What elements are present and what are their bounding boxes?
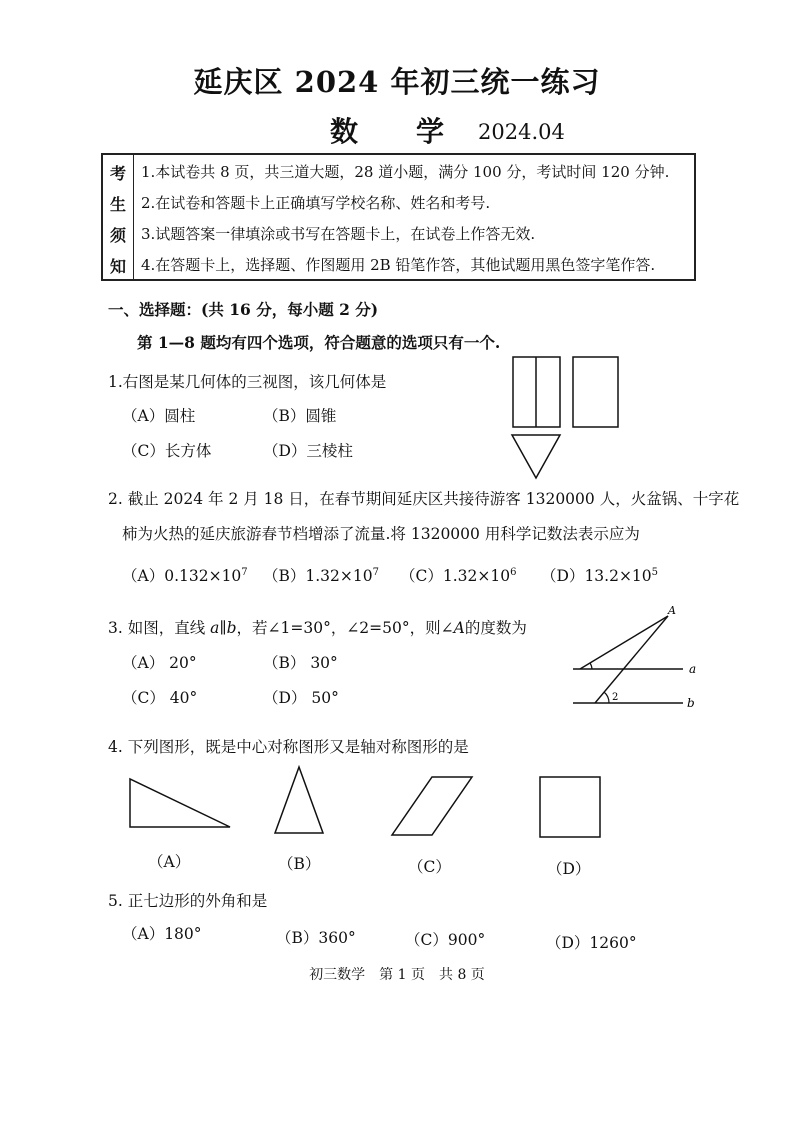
three-view-figure [505, 355, 625, 485]
question-5-stem: 5. 正七边形的外角和是 [108, 892, 268, 910]
notice-item: 3.试题答案一律填涂或书写在答题卡上，在试卷上作答无效. [141, 225, 536, 243]
q3-stem-text: 3. 如图，直线 [108, 619, 206, 637]
option-value: 13.2×10 [584, 567, 652, 585]
q3-var-b: b [226, 619, 237, 637]
q3-var-a: a [210, 619, 220, 637]
shape-a-right-triangle [130, 779, 230, 827]
q5-option-b: （B）360° [276, 929, 356, 947]
q4-label-b: （B） [278, 855, 321, 873]
question-3-stem [108, 616, 527, 638]
notice-label-char: 知 [109, 257, 126, 276]
q2-option-c [400, 564, 516, 586]
section-heading: 一、选择题：(共 16 分，每小题 2 分) [108, 300, 379, 319]
q4-shapes-figure [120, 765, 630, 840]
q5-option-d: （D）1260° [546, 934, 637, 952]
q1-option-d: （D）三棱柱 [263, 442, 353, 460]
notice-item: 4.在答题卡上，选择题、作图题用 2B 铅笔作答，其他试题用黑色签字笔作答. [141, 256, 656, 274]
notice-label-char: 须 [109, 226, 126, 245]
option-value: 1.32×10 [442, 567, 511, 585]
angle-2-arc [604, 692, 609, 703]
option-exponent: 6 [510, 566, 517, 578]
q3-option-d: （D） 50° [263, 689, 339, 707]
option-value: 0.132×10 [164, 567, 242, 585]
shape-c-parallelogram [392, 777, 472, 835]
subject-char-1: 数 [330, 115, 359, 148]
option-label: （D） [541, 567, 585, 585]
q3-stem-text: 的度数为 [464, 619, 527, 637]
option-exponent: 7 [372, 566, 379, 578]
question-2-line-2: 柿为火热的延庆旅游春节档增添了流量.将 1320000 用科学记数法表示应为 [122, 525, 640, 543]
q3-option-b: （B） 30° [263, 654, 338, 672]
line-b-label: b [687, 696, 695, 710]
q1-option-a: （A）圆柱 [122, 407, 196, 425]
q4-label-a: （A） [148, 853, 191, 871]
side-view [573, 357, 618, 427]
option-value: 1.32×10 [305, 567, 373, 585]
option-label: （B） [263, 567, 306, 585]
exam-notice-box [101, 153, 696, 281]
q2-option-a [122, 564, 248, 586]
q2-option-d [541, 564, 658, 586]
notice-label-char: 生 [109, 195, 126, 214]
shape-d-square [540, 777, 600, 837]
subject-char-2: 学 [416, 115, 445, 148]
transversal-2 [595, 616, 668, 703]
option-label: （A） [122, 567, 165, 585]
q2-option-b [263, 564, 379, 586]
transversal-1 [580, 616, 668, 669]
notice-label-column [103, 155, 134, 279]
q3-var-angle: A [453, 619, 465, 637]
q1-option-c: （C）长方体 [122, 442, 212, 460]
section-instruction: 第 1—8 题均有四个选项，符合题意的选项只有一个. [137, 333, 501, 352]
q5-option-a: （A）180° [122, 925, 202, 943]
option-exponent: 5 [651, 566, 659, 578]
shape-b-isosceles-triangle [275, 767, 323, 833]
point-a-label: A [668, 604, 676, 617]
q4-label-c: （C） [408, 858, 451, 876]
line-a-label: a [689, 662, 697, 676]
q3-option-a: （A） 20° [122, 654, 197, 672]
option-label: （C） [400, 567, 443, 585]
notice-item: 1.本试卷共 8 页，共三道大题，28 道小题，满分 100 分，考试时间 120 分钟. [141, 163, 670, 181]
page-footer: 初三数学 第 1 页 共 8 页 [309, 967, 485, 983]
option-exponent: 7 [241, 566, 248, 578]
angle-1-arc [590, 663, 592, 669]
question-1-stem: 1.右图是某几何体的三视图，该几何体是 [108, 373, 387, 391]
question-2-line-1: 2. 截止 2024 年 2 月 18 日，在春节期间延庆区共接待游客 1320000 人，火盆锅、十字花 [108, 490, 740, 508]
q5-option-c: （C）900° [405, 931, 486, 949]
q4-label-d: （D） [547, 860, 591, 878]
exam-date: 2024.04 [478, 120, 565, 144]
question-4-stem: 4. 下列图形，既是中心对称图形又是轴对称图形的是 [108, 738, 469, 756]
top-view-triangle [512, 435, 560, 478]
angle-2-label: 2 [612, 692, 619, 703]
subject-line [330, 110, 565, 150]
q3-stem-text: ，若∠1=30°，∠2=50°，则∠ [236, 619, 454, 637]
q3-option-c: （C） 40° [122, 689, 198, 707]
q3-parallel-symbol: ∥ [219, 619, 227, 637]
notice-label-char: 考 [109, 164, 126, 183]
parallel-lines-figure [565, 602, 705, 717]
q1-option-b: （B）圆锥 [263, 407, 337, 425]
notice-item: 2.在试卷和答题卡上正确填写学校名称、姓名和考号. [141, 194, 491, 212]
exam-title: 延庆区 2024 年初三统一练习 [193, 65, 601, 99]
